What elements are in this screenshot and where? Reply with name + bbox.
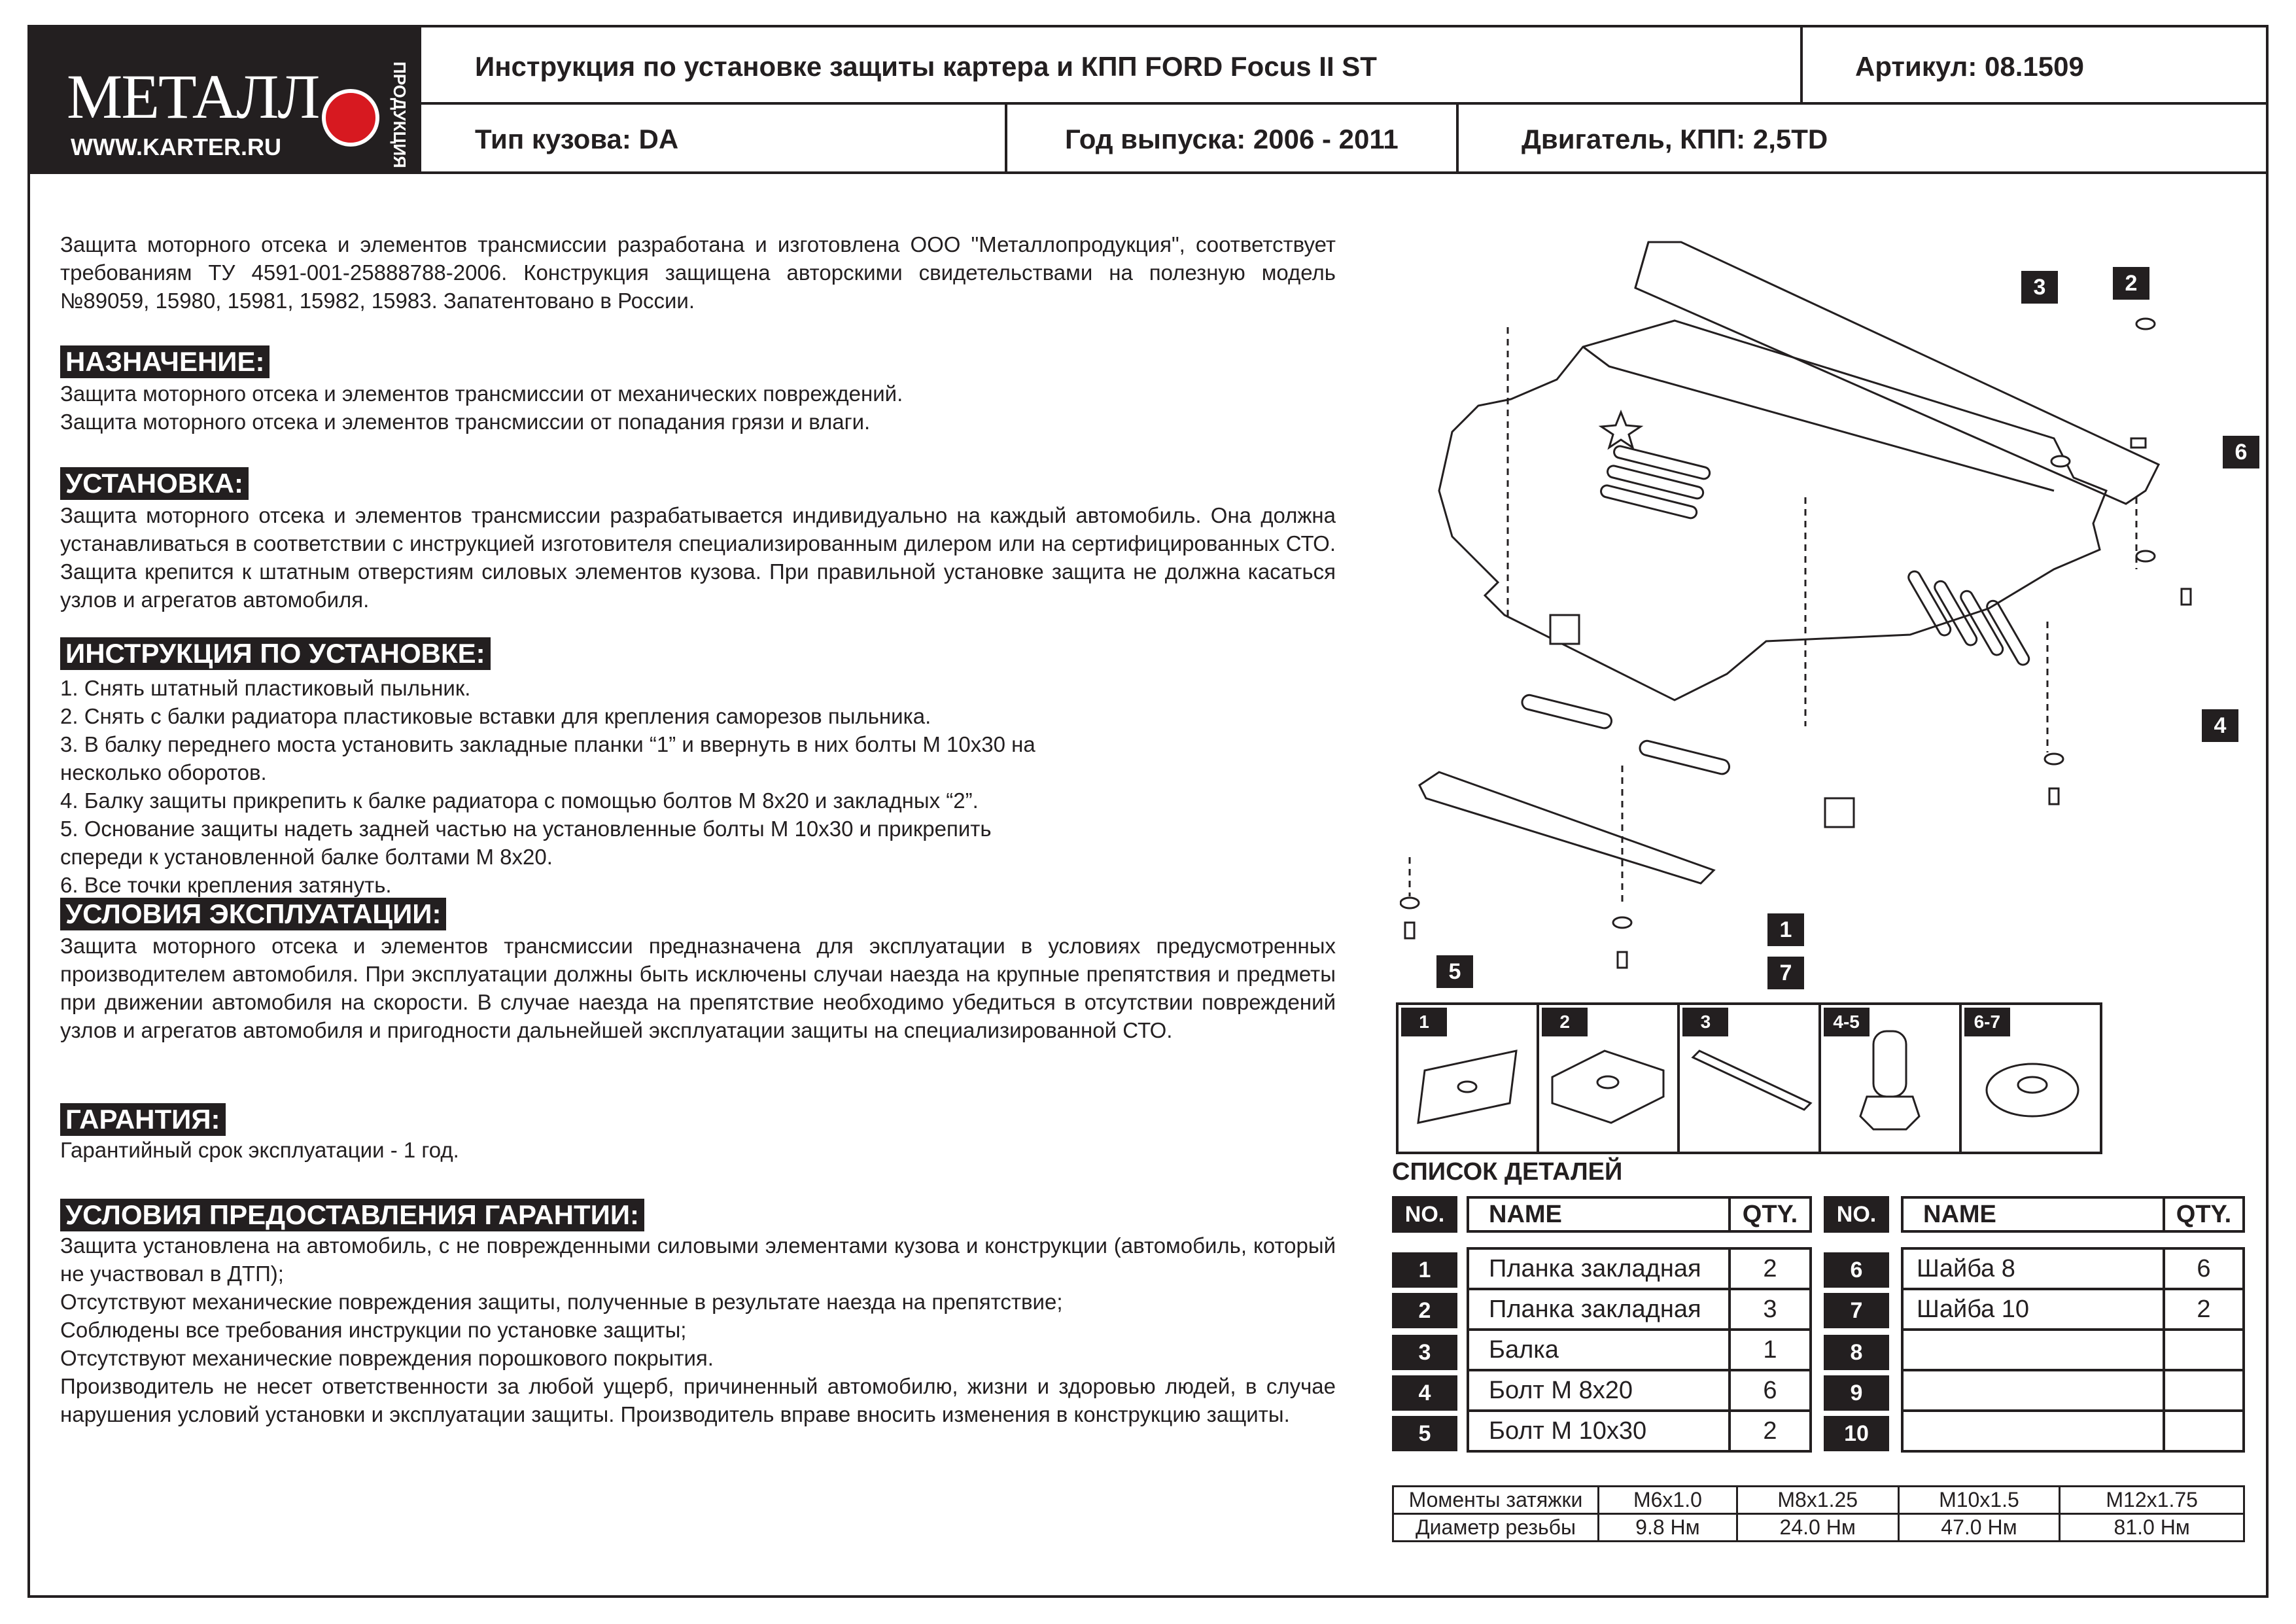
part-name	[1901, 1328, 2165, 1371]
part-no: 3	[1392, 1335, 1457, 1370]
part-name: Планка закладная	[1467, 1247, 1731, 1290]
beam-icon	[1680, 1005, 1821, 1152]
callout-4: 4	[2202, 709, 2238, 742]
header	[27, 25, 2269, 174]
heading-warranty: ГАРАНТИЯ:	[60, 1103, 226, 1136]
heading-purpose: НАЗНАЧЕНИЕ:	[60, 345, 270, 378]
table-cell: М8х1.25	[1737, 1487, 1898, 1514]
part-qty: 1	[1728, 1328, 1812, 1371]
callout-5: 5	[1436, 955, 1473, 988]
parts-header-name: NAME	[1901, 1196, 2165, 1233]
part-qty	[2163, 1369, 2245, 1412]
list-item: 2. Снять с балки радиатора пластиковые вставки для крепления саморезов пыльника.	[60, 704, 931, 728]
heading-instructions: ИНСТРУКЦИЯ ПО УСТАНОВКЕ:	[60, 637, 491, 670]
year-range: Год выпуска: 2006 - 2011	[1065, 124, 1399, 154]
part-icon-cell	[1821, 1005, 1962, 1152]
part-no: 2	[1392, 1293, 1457, 1328]
callout-7: 7	[1767, 957, 1804, 989]
logo-url: WWW.KARTER.RU	[71, 133, 281, 160]
list-item: несколько оборотов.	[60, 760, 267, 785]
part-no: 8	[1824, 1335, 1889, 1370]
part-no: 9	[1824, 1375, 1889, 1411]
vent-slot	[1958, 589, 2005, 657]
callout-6: 6	[2223, 436, 2259, 468]
warranty-text: Гарантийный срок эксплуатации - 1 год.	[60, 1138, 459, 1162]
assembly-diagram	[1400, 216, 2276, 1001]
part-no: 10	[1824, 1416, 1889, 1451]
part-no: 4	[1392, 1375, 1457, 1411]
beam-part	[1635, 242, 2159, 504]
parts-header-name: NAME	[1467, 1196, 1731, 1233]
part-qty: 2	[2163, 1288, 2245, 1331]
table-cell: 24.0 Нм	[1737, 1514, 1898, 1542]
parts-header-no: NO.	[1392, 1196, 1457, 1233]
part-icon-tag: 6-7	[1964, 1008, 2010, 1036]
logo-arc-text: ПРОДУКЦИЯ	[390, 62, 409, 168]
list-item: 4. Балку защиты прикрепить к балке радиатора с помощью болтов М 8х20 и закладных “2”.	[60, 788, 979, 813]
list-item: 1. Снять штатный пластиковый пыльник.	[60, 676, 471, 700]
divider	[1800, 27, 1803, 103]
part-icon-cell	[1680, 1005, 1820, 1152]
star-mark	[1601, 412, 1641, 448]
block-icon	[1539, 1005, 1680, 1152]
part-qty: 3	[1728, 1288, 1812, 1331]
vent-slot	[1521, 694, 1613, 730]
table-row	[1393, 1514, 2244, 1542]
parts-header-no: NO.	[1824, 1196, 1889, 1233]
washer-icon	[1962, 1005, 2103, 1152]
install-text: Защита моторного отсека и элементов трансмиссии разрабатывается индивидуально на каждый автомобиль. Она должна устанавливаться в соответствии с инструкцией изготовителя специализированным дилером или на сертифицированных СТО. Защита крепится к штатным отверстиям силовых элементов кузова. При правильной установке защита не должна касаться узлов и агрегатов автомобиля.	[60, 503, 1336, 612]
part-icon-cell	[1962, 1005, 2100, 1152]
table-cell: М12х1.75	[2060, 1487, 2244, 1514]
part-no: 5	[1392, 1416, 1457, 1451]
front-bracket	[1419, 772, 1714, 883]
parts-header-qty: QTY.	[1728, 1196, 1812, 1233]
part-icon-cell	[1539, 1005, 1680, 1152]
vent-slot	[1613, 445, 1711, 480]
part-qty	[2163, 1328, 2245, 1371]
part-icon-tag: 3	[1682, 1008, 1728, 1036]
part-name: Болт М 10х30	[1467, 1409, 1731, 1453]
divider	[1005, 103, 1007, 171]
table-cell: М6х1.0	[1599, 1487, 1737, 1514]
heading-install: УСТАНОВКА:	[60, 467, 249, 500]
skid-plate-drawing	[1400, 216, 2276, 1001]
operation-text: Защита моторного отсека и элементов трансмиссии предназначена для эксплуатации в условиях предусмотренных производителем автомобиля. При эксплуатации должны быть исключены случаи наезда на крупные препятствия и предметы при движении автомобиля на скорости. В случае наезда на препятствие необходимо убедиться в отсутствии повреждений узлов и агрегатов автомобиля и пригодности дальнейшей эксплуатации защиты на специализированной СТО.	[60, 934, 1336, 1042]
part-no: 6	[1824, 1252, 1889, 1288]
table-cell: Диаметр резьбы	[1393, 1514, 1599, 1542]
callout-1: 1	[1767, 913, 1804, 946]
part-no: 7	[1824, 1293, 1889, 1328]
logo	[30, 27, 419, 171]
part-name: Балка	[1467, 1328, 1731, 1371]
parts-title: СПИСОК ДЕТАЛЕЙ	[1392, 1158, 1623, 1186]
divider	[419, 102, 2266, 105]
part-icon-tag: 2	[1542, 1008, 1588, 1036]
vent-slot	[1985, 599, 2031, 667]
plate-icon	[1399, 1005, 1540, 1152]
part-icon-tag: 4-5	[1824, 1008, 1870, 1036]
bolt-icon	[1821, 1005, 1962, 1152]
divider	[419, 27, 421, 171]
table-row	[1393, 1487, 2244, 1514]
part-icon-tag: 1	[1401, 1008, 1447, 1036]
article-number: Артикул: 08.1509	[1855, 51, 2084, 82]
part-name	[1901, 1409, 2165, 1453]
part-name: Шайба 8	[1901, 1247, 2165, 1290]
table-cell: 81.0 Нм	[2060, 1514, 2244, 1542]
part-icons-strip	[1396, 1002, 2102, 1154]
parts-header-qty: QTY.	[2163, 1196, 2245, 1233]
list-item: 6. Все точки крепления затянуть.	[60, 873, 392, 897]
table-cell: 47.0 Нм	[1898, 1514, 2060, 1542]
purpose-text: Защита моторного отсека и элементов трансмиссии от механических повреждений. Защита моторного отсека и элементов трансмиссии от попадания грязи и влаги.	[60, 381, 903, 434]
part-qty: 6	[2163, 1247, 2245, 1290]
doc-title: Инструкция по установке защиты картера и КПП FORD Focus II ST	[475, 51, 1377, 82]
list-item: 5. Основание защиты надеть задней частью на установленные болты М 10х30 и прикрепить	[60, 817, 992, 841]
part-name: Болт М 8х20	[1467, 1369, 1731, 1412]
warranty-conditions-text: Защита установлена на автомобиль, с не поврежденными силовыми элементами кузова и конструкции (автомобиль, который не участвовал в ДТП); Отсутствуют механические повреждения защиты, полученные в результате наезда на препятствие; Соблюдены все требования инструкции по установке защиты; Отсутствуют механические повреждения порошкового покрытия. Производитель не несет ответственности за любой ущерб, причиненный автомобилю, жизни и здоровью людей, в случае нарушения условий установки и эксплуатации защиты. Производитель вправе вносить изменения в конструкцию защиты.	[60, 1233, 1336, 1426]
torque-table	[1392, 1485, 2245, 1542]
part-qty: 2	[1728, 1247, 1812, 1290]
part-name	[1901, 1369, 2165, 1412]
vent-slot	[1639, 739, 1731, 775]
table-cell: Моменты затяжки	[1393, 1487, 1599, 1514]
vent-slot	[1607, 465, 1705, 500]
part-name: Шайба 10	[1901, 1288, 2165, 1331]
list-item: 3. В балку переднего моста установить закладные планки “1” и ввернуть в них болты М 10х30 на	[60, 732, 1035, 756]
part-no: 1	[1392, 1252, 1457, 1288]
body-type: Тип кузова: DA	[475, 124, 679, 154]
intro-text: Защита моторного отсека и элементов трансмиссии разработана и изготовлена ООО "Металлопродукция", соответствует требованиям ТУ 4591-001-25888788-2006. Конструкция защищена авторскими свидетельствами на полезную модель №89059, 15980, 15981, 15982, 15983. Запатентовано в России.	[60, 232, 1336, 313]
logo-text: МЕТАЛЛ	[67, 62, 319, 132]
part-icon-cell	[1399, 1005, 1539, 1152]
part-qty: 6	[1728, 1369, 1812, 1412]
part-name: Планка закладная	[1467, 1288, 1731, 1331]
heading-operation: УСЛОВИЯ ЭКСПЛУАТАЦИИ:	[60, 898, 446, 930]
divider	[1456, 103, 1459, 171]
instructions-list	[60, 674, 1336, 899]
list-item: спереди к установленной балке болтами М 8х20.	[60, 845, 553, 869]
table-cell: М10х1.5	[1898, 1487, 2060, 1514]
callout-3: 3	[2021, 271, 2058, 304]
heading-warranty-conditions: УСЛОВИЯ ПРЕДОСТАВЛЕНИЯ ГАРАНТИИ:	[60, 1199, 644, 1231]
engine-info: Двигатель, КПП: 2,5TD	[1522, 124, 1828, 154]
part-qty: 2	[1728, 1409, 1812, 1453]
vent-slot	[1600, 484, 1698, 520]
callout-2: 2	[2113, 267, 2149, 300]
part-qty	[2163, 1409, 2245, 1453]
table-cell: 9.8 Нм	[1599, 1514, 1737, 1542]
